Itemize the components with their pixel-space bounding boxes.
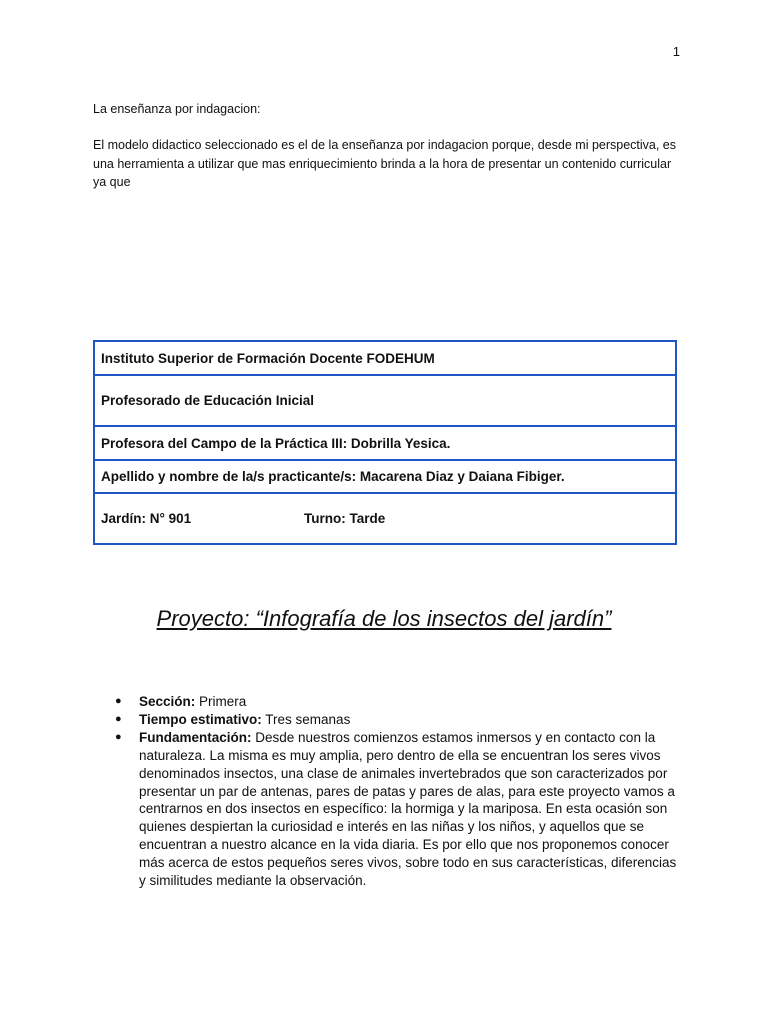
- bullet-icon: ●: [115, 730, 122, 743]
- students-names: Apellido y nombre de la/s practicante/s: Macarena Diaz y Daiana Fibiger.: [101, 469, 565, 484]
- intro-paragraph: El modelo didactico seleccionado es el de la enseñanza por indagacion porque, desde mi perspectiva, es una herramienta a utilizar que mas enriquecimiento brinda a la hora de presentar un contenido curricular ya que: [93, 138, 677, 190]
- students-row: [95, 461, 675, 494]
- program-name: Profesorado de Educación Inicial: [101, 393, 315, 408]
- list-item: [115, 729, 679, 890]
- list-item: [115, 711, 679, 729]
- project-title: Proyecto: “Infografía de los insectos del jardín”: [156, 606, 612, 631]
- shift: Turno: Tarde: [304, 510, 386, 526]
- institute-row: [95, 342, 675, 376]
- bullet-label: Sección:: [139, 694, 196, 709]
- bullet-label: Tiempo estimativo:: [139, 711, 262, 727]
- bullet-icon: ●: [115, 712, 122, 725]
- bullet-text: Desde nuestros comienzos estamos inmersos y en contacto con la naturaleza. La misma es muy amplia, pero dentro de ella se encuentran los seres vivos denominados insectos, una clase de animales invertebrados que son caracterizados por presentar un par de antenas, pares de patas y pares de alas, para este proyecto vamos a centrarnos en dos insectos en específico: la hormiga y la mariposa. En esta ocasión son quienes despiertan la curiosidad e interés en las niñas y los niños, y aquellos que se encuentran a nuestro alcance en la vida diaria. Es por ello que nos proponemos conocer más acerca de estos pequeños seres vivos, sobre todo en sus características, diferencias y similitudes mediante la observación.: [139, 729, 677, 889]
- intro-heading: La enseñanza por indagacion:: [93, 102, 261, 116]
- teacher-row: [95, 427, 675, 461]
- bullet-label: Fundamentación:: [139, 729, 252, 745]
- page-number: 1: [672, 44, 680, 59]
- list-item: [115, 693, 679, 711]
- program-row: [95, 376, 675, 427]
- institute-name: Instituto Superior de Formación Docente FODEHUM: [101, 350, 435, 366]
- info-table: [93, 340, 677, 545]
- project-details-list: [115, 693, 679, 890]
- teacher-name: Profesora del Campo de la Práctica III: Dobrilla Yesica.: [101, 435, 451, 451]
- garden-number: Jardín: N° 901: [101, 510, 192, 526]
- garden-row: [95, 494, 675, 542]
- bullet-text: Primera: [195, 694, 247, 709]
- bullet-text: Tres semanas: [261, 711, 351, 727]
- bullet-icon: ●: [115, 695, 122, 707]
